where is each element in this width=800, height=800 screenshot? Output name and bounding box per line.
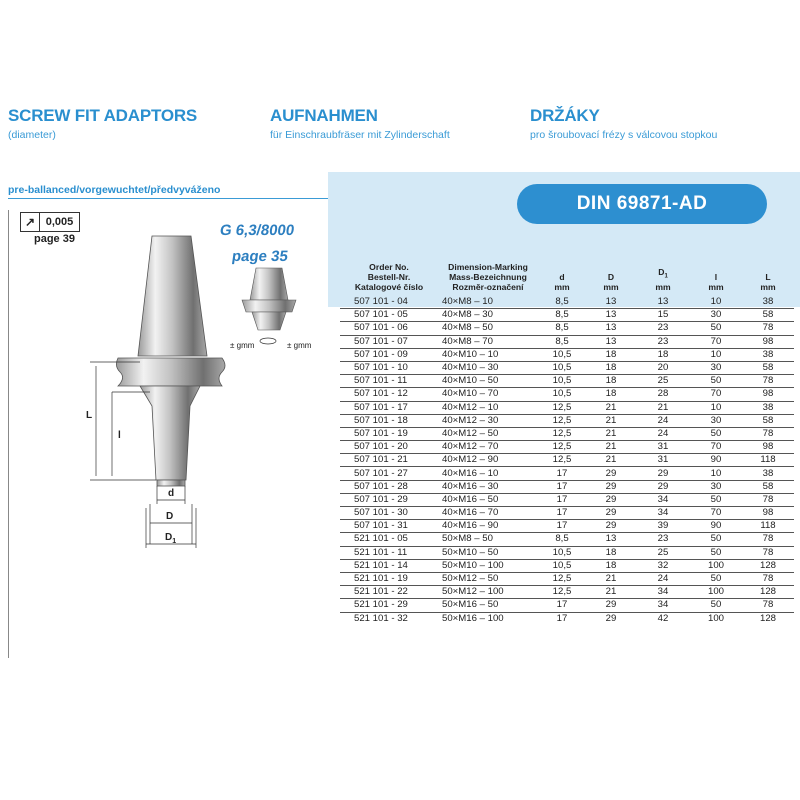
- cell-l: 10: [690, 401, 742, 414]
- cell-L: 78: [742, 427, 794, 440]
- cell-L: 98: [742, 441, 794, 454]
- cell-L: 58: [742, 480, 794, 493]
- cell-D1: 24: [636, 427, 690, 440]
- cell-d: 10,5: [538, 388, 586, 401]
- cell-D1: 29: [636, 480, 690, 493]
- cell-L: 118: [742, 454, 794, 467]
- cell-l: 50: [690, 493, 742, 506]
- cell-dimension-marking: 50×M16 – 100: [442, 612, 504, 624]
- cell-D1: 13: [636, 296, 690, 309]
- cell-d: 8,5: [538, 322, 586, 335]
- cell-dimension-marking: 40×M10 – 30: [438, 361, 538, 374]
- cell-D1: 34: [636, 493, 690, 506]
- dim-label-L: L: [86, 410, 93, 421]
- cell-D: 21: [586, 586, 636, 599]
- cell-d: 10,5: [538, 348, 586, 361]
- cell-order-no: 507 101 - 19: [340, 427, 438, 440]
- cell-D: 18: [586, 348, 636, 361]
- cell-D1: 18: [636, 348, 690, 361]
- cell-d: 12,5: [538, 401, 586, 414]
- cell-order-no: 507 101 - 11: [340, 375, 438, 388]
- cell-order-no: 507 101 - 29: [340, 493, 438, 506]
- cell-D1: 28: [636, 388, 690, 401]
- cell-D: 13: [586, 296, 636, 309]
- table-row: [340, 480, 794, 493]
- cell-D: 21: [586, 441, 636, 454]
- cell-l: 90: [690, 520, 742, 533]
- specification-table: [340, 262, 794, 625]
- cell-l: 10: [690, 467, 742, 480]
- heading-subtitle: für Einschraubfräser mit Zylinderschaft: [270, 129, 450, 141]
- cell-D: 18: [586, 388, 636, 401]
- cell-dimension-marking: 40×M8 – 30: [438, 309, 538, 322]
- cell-d: 8,5: [538, 533, 586, 546]
- table-row: [340, 335, 794, 348]
- table-row: [340, 375, 794, 388]
- cell-D: 29: [586, 507, 636, 520]
- heading-title: SCREW FIT ADAPTORS: [8, 106, 198, 125]
- cell-L: 38: [742, 401, 794, 414]
- cell-dimension-marking: 40×M10 – 10: [438, 348, 538, 361]
- cell-order-no: 507 101 - 09: [340, 348, 438, 361]
- cell-l: 70: [690, 441, 742, 454]
- inset-drawing: [242, 268, 296, 344]
- cell-L: 58: [742, 414, 794, 427]
- cell-dimension-marking: 40×M10 – 50: [438, 375, 538, 388]
- cell-L: 78: [742, 599, 794, 612]
- cell-L: 98: [742, 335, 794, 348]
- cell-D: 13: [586, 309, 636, 322]
- table-row: [340, 348, 794, 361]
- cell-D: 21: [586, 427, 636, 440]
- table-row: [340, 520, 794, 533]
- table-header-row: [340, 262, 794, 296]
- cell-D1: 21: [636, 401, 690, 414]
- cell-L: 38: [742, 467, 794, 480]
- header-order-no: Order No. Bestell-Nr. Katalogové číslo: [354, 262, 424, 292]
- dim-label-D: D: [166, 511, 174, 522]
- cell-order-no: 507 101 - 05: [340, 309, 438, 322]
- cell-dimension-marking: 50×M12 – 50: [438, 572, 538, 585]
- cell-D1: 25: [636, 546, 690, 559]
- cell-d: 12,5: [538, 572, 586, 585]
- cell-d: 12,5: [538, 586, 586, 599]
- cell-order-no: 507 101 - 21: [340, 454, 438, 467]
- cell-dimension-marking: 50×M12 – 100: [438, 586, 538, 599]
- cell-l: 100: [690, 586, 742, 599]
- cell-order-no: 521 101 - 05: [340, 533, 438, 546]
- gmm-label-right: ± gmm: [287, 341, 312, 350]
- heading-subtitle: (diameter): [8, 129, 56, 141]
- cell-D1: 25: [636, 375, 690, 388]
- cell-L: 78: [742, 572, 794, 585]
- cell-d: 10,5: [538, 559, 586, 572]
- table-row: [340, 322, 794, 335]
- cell-L: 78: [742, 375, 794, 388]
- table-row: [340, 401, 794, 414]
- cell-order-no: 507 101 - 06: [340, 322, 438, 335]
- cell-order-no: 521 101 - 19: [340, 572, 438, 585]
- table-row: [340, 546, 794, 559]
- table-row: [340, 572, 794, 585]
- cell-dimension-marking: 40×M8 – 10: [438, 296, 538, 309]
- cell-dimension-marking: 40×M12 – 70: [438, 441, 538, 454]
- table-row: [340, 493, 794, 506]
- cell-D: 29: [586, 493, 636, 506]
- heading-title: AUFNAHMEN: [270, 106, 378, 125]
- cell-D: 21: [586, 572, 636, 585]
- cell-dimension-marking: 40×M8 – 70: [438, 335, 538, 348]
- cell-d: 17: [538, 599, 586, 612]
- cell-l: 30: [690, 309, 742, 322]
- table-row: [340, 388, 794, 401]
- cell-L: 78: [742, 493, 794, 506]
- cell-l: 70: [690, 335, 742, 348]
- table-row: [340, 612, 794, 625]
- cell-L: 128: [742, 586, 794, 599]
- cell-dimension-marking: 40×M12 – 30: [438, 414, 538, 427]
- cell-dimension-marking: 40×M8 – 50: [438, 322, 538, 335]
- cell-dimension-marking: 40×M16 – 30: [438, 480, 538, 493]
- cell-d: 8,5: [538, 296, 586, 309]
- table-row: [340, 361, 794, 374]
- cell-D: 13: [586, 322, 636, 335]
- table-row: [340, 454, 794, 467]
- cell-l: 50: [690, 322, 742, 335]
- dim-label-d: d: [168, 488, 175, 499]
- cell-dimension-marking: 40×M16 – 70: [438, 507, 538, 520]
- heading-czech: [530, 106, 717, 141]
- heading-title: DRŽÁKY: [530, 106, 600, 125]
- cell-d: 8,5: [538, 309, 586, 322]
- page-reference: page 39: [34, 233, 75, 245]
- gmm-label-left: ± gmm: [230, 341, 255, 350]
- cell-d: 17: [538, 480, 586, 493]
- cell-d: 10,5: [538, 361, 586, 374]
- cell-order-no: 507 101 - 04: [340, 296, 438, 309]
- cell-dimension-marking: 40×M16 – 90: [438, 520, 538, 533]
- cell-D: 29: [586, 520, 636, 533]
- cell-order-no: 507 101 - 30: [340, 507, 438, 520]
- cell-l: 50: [690, 546, 742, 559]
- table-body: [340, 296, 794, 625]
- cell-d: 10,5: [538, 375, 586, 388]
- cell-order-no: 507 101 - 07: [340, 335, 438, 348]
- cell-d: 12,5: [538, 454, 586, 467]
- cell-D: 18: [586, 361, 636, 374]
- cell-l: 30: [690, 361, 742, 374]
- cell-D: 13: [586, 533, 636, 546]
- cell-D: 29: [586, 467, 636, 480]
- cell-L: 78: [742, 322, 794, 335]
- cell-order-no: 521 101 - 11: [340, 546, 438, 559]
- table-row: [340, 507, 794, 520]
- cell-D: 29: [586, 599, 636, 612]
- cell-d: 17: [538, 467, 586, 480]
- header-l: l mm: [708, 272, 724, 292]
- cell-D: 13: [586, 335, 636, 348]
- cell-order-no: 507 101 - 18: [340, 414, 438, 427]
- cell-D1: 31: [636, 454, 690, 467]
- tool-holder-body: [116, 236, 225, 486]
- cell-order-no: 507 101 - 20: [340, 441, 438, 454]
- cell-l: 50: [690, 375, 742, 388]
- cell-L: 78: [742, 546, 794, 559]
- header-D: D mm: [603, 272, 619, 292]
- standard-badge: DIN 69871-AD: [517, 184, 767, 224]
- cell-dimension-marking: 50×M8 – 50: [438, 533, 538, 546]
- cell-dimension-marking: 40×M16 – 10: [438, 467, 538, 480]
- runout-arrow-icon: ↗: [21, 213, 40, 231]
- cell-D: 21: [586, 414, 636, 427]
- table-row: [340, 309, 794, 322]
- cell-d: 12,5: [538, 427, 586, 440]
- cell-D1: 34: [636, 586, 690, 599]
- cell-L: 98: [742, 388, 794, 401]
- cell-order-no: 507 101 - 17: [340, 401, 438, 414]
- heading-subtitle: pro šroubovací frézy s válcovou stopkou: [530, 129, 718, 141]
- cell-D1: 39: [636, 520, 690, 533]
- cell-dimension-marking: 50×M10 – 100: [438, 559, 538, 572]
- cell-dimension-marking: 50×M10 – 50: [438, 546, 538, 559]
- cell-l: 100: [707, 612, 724, 624]
- header-D1: $D_1$ mm: [655, 267, 671, 292]
- cell-dimension-marking: 40×M12 – 50: [438, 427, 538, 440]
- cell-D1: 23: [636, 533, 690, 546]
- cell-D1: 42: [657, 612, 669, 624]
- cell-l: 30: [690, 414, 742, 427]
- cell-d: 12,5: [538, 414, 586, 427]
- cell-d: 17: [538, 507, 586, 520]
- table-row: [340, 586, 794, 599]
- table-row: [340, 296, 794, 309]
- cell-order-no: 507 101 - 28: [340, 480, 438, 493]
- cell-l: 30: [690, 480, 742, 493]
- tolerance-value: 0,005: [45, 216, 74, 228]
- cell-d: 10,5: [538, 546, 586, 559]
- cell-order-no: 521 101 - 22: [340, 586, 438, 599]
- cell-l: 70: [690, 507, 742, 520]
- cell-l: 10: [690, 348, 742, 361]
- cell-D1: 34: [636, 599, 690, 612]
- cell-dimension-marking: 40×M12 – 90: [438, 454, 538, 467]
- cell-D: 21: [586, 401, 636, 414]
- cell-order-no: 521 101 - 29: [340, 599, 438, 612]
- cell-d: 17: [538, 520, 586, 533]
- header-dimension-marking: Dimension-Marking Mass-Bezeichnung Rozměr-označení: [448, 262, 528, 292]
- cell-dimension-marking: 40×M16 – 50: [438, 493, 538, 506]
- cell-D1: 29: [636, 467, 690, 480]
- cell-L: 58: [742, 309, 794, 322]
- cell-D: 18: [586, 546, 636, 559]
- table-row: [340, 533, 794, 546]
- table-row: [340, 427, 794, 440]
- cell-D1: 15: [636, 309, 690, 322]
- table-row: [340, 599, 794, 612]
- cell-L: 38: [742, 296, 794, 309]
- cell-l: 50: [690, 533, 742, 546]
- dim-label-l: l: [118, 430, 121, 441]
- cell-D: 18: [586, 375, 636, 388]
- pre-balanced-label: pre-ballanced/vorgewuchtet/předvyváženo: [8, 184, 221, 196]
- table-row: [340, 467, 794, 480]
- cell-d: 17: [538, 493, 586, 506]
- adaptor-drawing: [0, 0, 330, 560]
- cell-dimension-marking: 40×M12 – 10: [438, 401, 538, 414]
- cell-D1: 31: [636, 441, 690, 454]
- cell-D1: 24: [636, 414, 690, 427]
- cell-l: 70: [690, 388, 742, 401]
- cell-D: 21: [586, 454, 636, 467]
- cell-L: 78: [742, 533, 794, 546]
- cell-D: 29: [605, 612, 617, 624]
- cell-l: 50: [690, 599, 742, 612]
- cell-D1: 20: [636, 361, 690, 374]
- table-row: [340, 414, 794, 427]
- cell-D1: 23: [636, 322, 690, 335]
- cell-dimension-marking: 50×M16 – 50: [438, 599, 538, 612]
- cell-order-no: 521 101 - 14: [340, 559, 438, 572]
- cell-order-no: 507 101 - 27: [340, 467, 438, 480]
- cell-l: 50: [690, 427, 742, 440]
- cell-D1: 24: [636, 572, 690, 585]
- cell-order-no: 507 101 - 12: [340, 388, 438, 401]
- cell-d: 12,5: [538, 441, 586, 454]
- header-L: L mm: [760, 272, 776, 292]
- cell-D1: 32: [636, 559, 690, 572]
- balance-page-reference: page 35: [230, 248, 290, 265]
- cell-order-no: 507 101 - 10: [340, 361, 438, 374]
- dim-label-D1: $D_1$: [165, 532, 177, 545]
- cell-L: 38: [742, 348, 794, 361]
- cell-l: 100: [690, 559, 742, 572]
- table-row: [340, 559, 794, 572]
- cell-D1: 23: [636, 335, 690, 348]
- cell-order-no: 507 101 - 31: [340, 520, 438, 533]
- cell-L: 128: [742, 559, 794, 572]
- cell-L: 118: [742, 520, 794, 533]
- cell-d: 8,5: [538, 335, 586, 348]
- cell-L: 128: [759, 612, 776, 624]
- cell-L: 98: [742, 507, 794, 520]
- balance-grade-label: G 6,3/8000: [218, 222, 296, 239]
- cell-dimension-marking: 40×M10 – 70: [438, 388, 538, 401]
- header-d: d mm: [554, 272, 570, 292]
- cell-D: 18: [586, 559, 636, 572]
- cell-d: 17: [556, 612, 568, 624]
- cell-D: 29: [586, 480, 636, 493]
- table-row: [340, 441, 794, 454]
- cell-L: 58: [742, 361, 794, 374]
- cell-l: 10: [690, 296, 742, 309]
- cell-l: 50: [690, 572, 742, 585]
- cell-order-no: 521 101 - 32: [354, 612, 408, 624]
- cell-l: 90: [690, 454, 742, 467]
- cell-D1: 34: [636, 507, 690, 520]
